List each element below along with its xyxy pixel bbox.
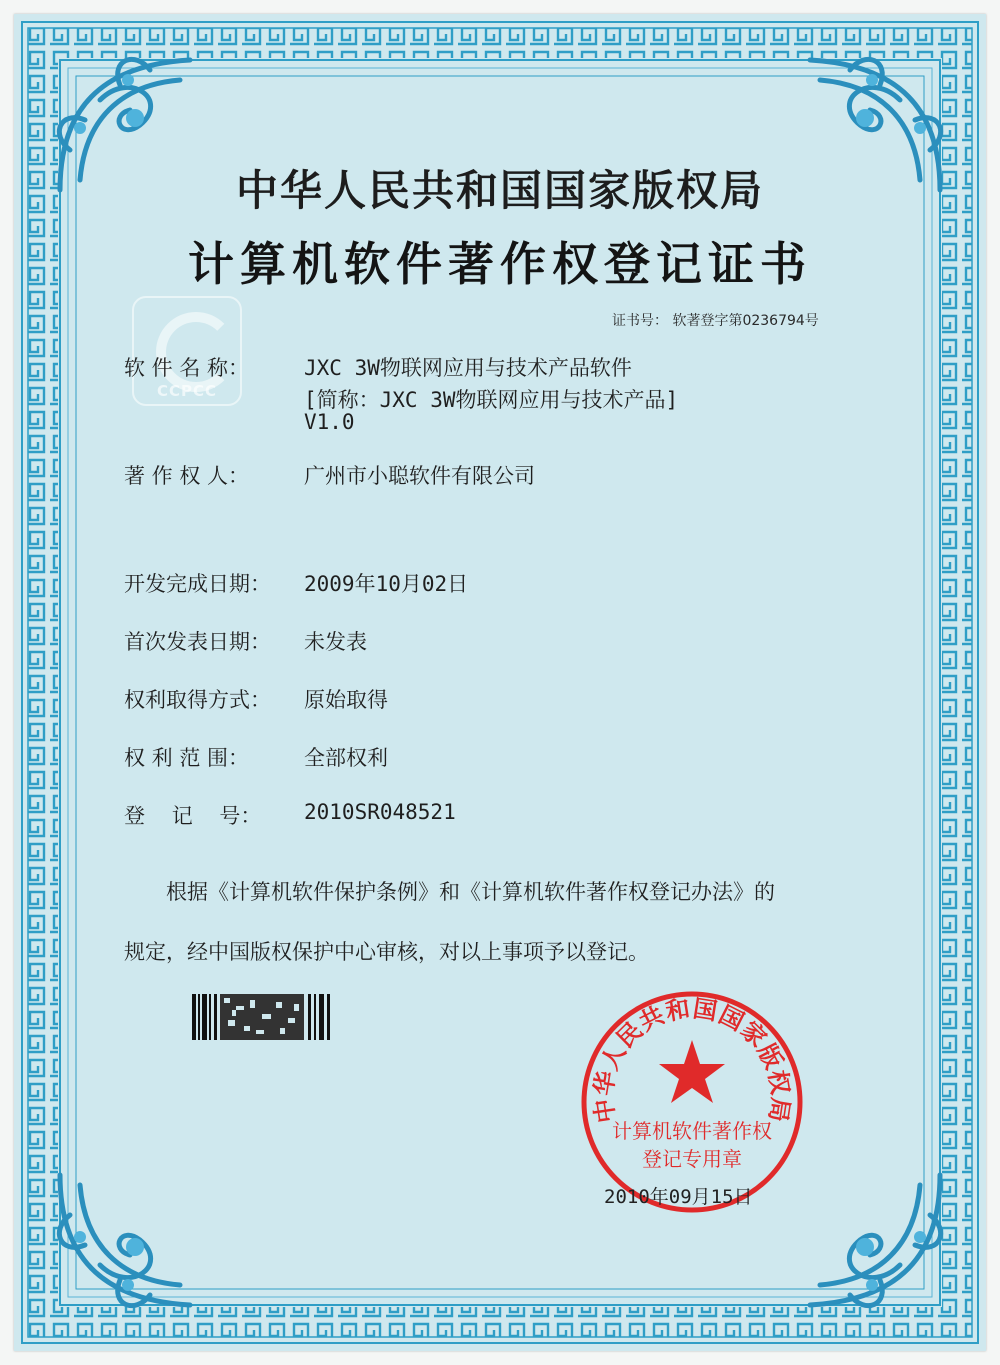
copyright-owner-value: 广州市小聪软件有限公司 bbox=[304, 464, 535, 488]
certificate-title: 计算机软件著作权登记证书 bbox=[188, 237, 812, 291]
registration-number-value: 2010SR048521 bbox=[304, 800, 456, 824]
copyright-owner-label: 著 作 权 人： bbox=[124, 464, 250, 488]
seal-line-2: 登记专用章 bbox=[642, 1147, 742, 1171]
seal-star-icon bbox=[659, 1040, 725, 1103]
scope-label: 权 利 范 围： bbox=[124, 746, 250, 770]
acquisition-label: 权利取得方式： bbox=[124, 688, 271, 712]
watermark-text: CCPCC bbox=[156, 382, 218, 400]
legal-basis-line-1: 根据《计算机软件保护条例》和《计算机软件著作权登记办法》的 bbox=[166, 880, 775, 904]
corner-ornament-bottom-left bbox=[40, 1155, 210, 1325]
acquisition-value: 原始取得 bbox=[304, 688, 388, 712]
certificate-number: 证书号： 软著登字第0236794号 bbox=[612, 313, 819, 329]
seal-ring-text: 中华人民共和国国家版权局 bbox=[589, 994, 795, 1125]
completion-date-label: 开发完成日期： bbox=[124, 572, 271, 596]
legal-basis-line-2: 规定，经中国版权保护中心审核，对以上事项予以登记。 bbox=[124, 940, 649, 964]
registration-number-label: 登 记 号： bbox=[124, 804, 262, 828]
software-name-label: 软 件 名 称： bbox=[124, 356, 250, 380]
corner-ornament-bottom-right bbox=[790, 1155, 960, 1325]
seal-line-1: 计算机软件著作权 bbox=[612, 1119, 772, 1143]
issuing-authority-title: 中华人民共和国国家版权局 bbox=[235, 166, 764, 215]
software-short-name: [简称：JXC 3W物联网应用与技术产品] bbox=[304, 388, 679, 412]
barcode-icon bbox=[192, 994, 332, 1040]
software-version: V1.0 bbox=[304, 410, 355, 434]
completion-date-value: 2009年10月02日 bbox=[304, 572, 469, 596]
publish-date-label: 首次发表日期： bbox=[124, 630, 271, 654]
scope-value: 全部权利 bbox=[304, 746, 388, 770]
issue-date: 2010年09月15日 bbox=[604, 1186, 753, 1208]
ccpcc-watermark-logo bbox=[132, 296, 242, 406]
publish-date-value: 未发表 bbox=[304, 630, 367, 654]
software-name-value: JXC 3W物联网应用与技术产品软件 bbox=[304, 356, 632, 380]
